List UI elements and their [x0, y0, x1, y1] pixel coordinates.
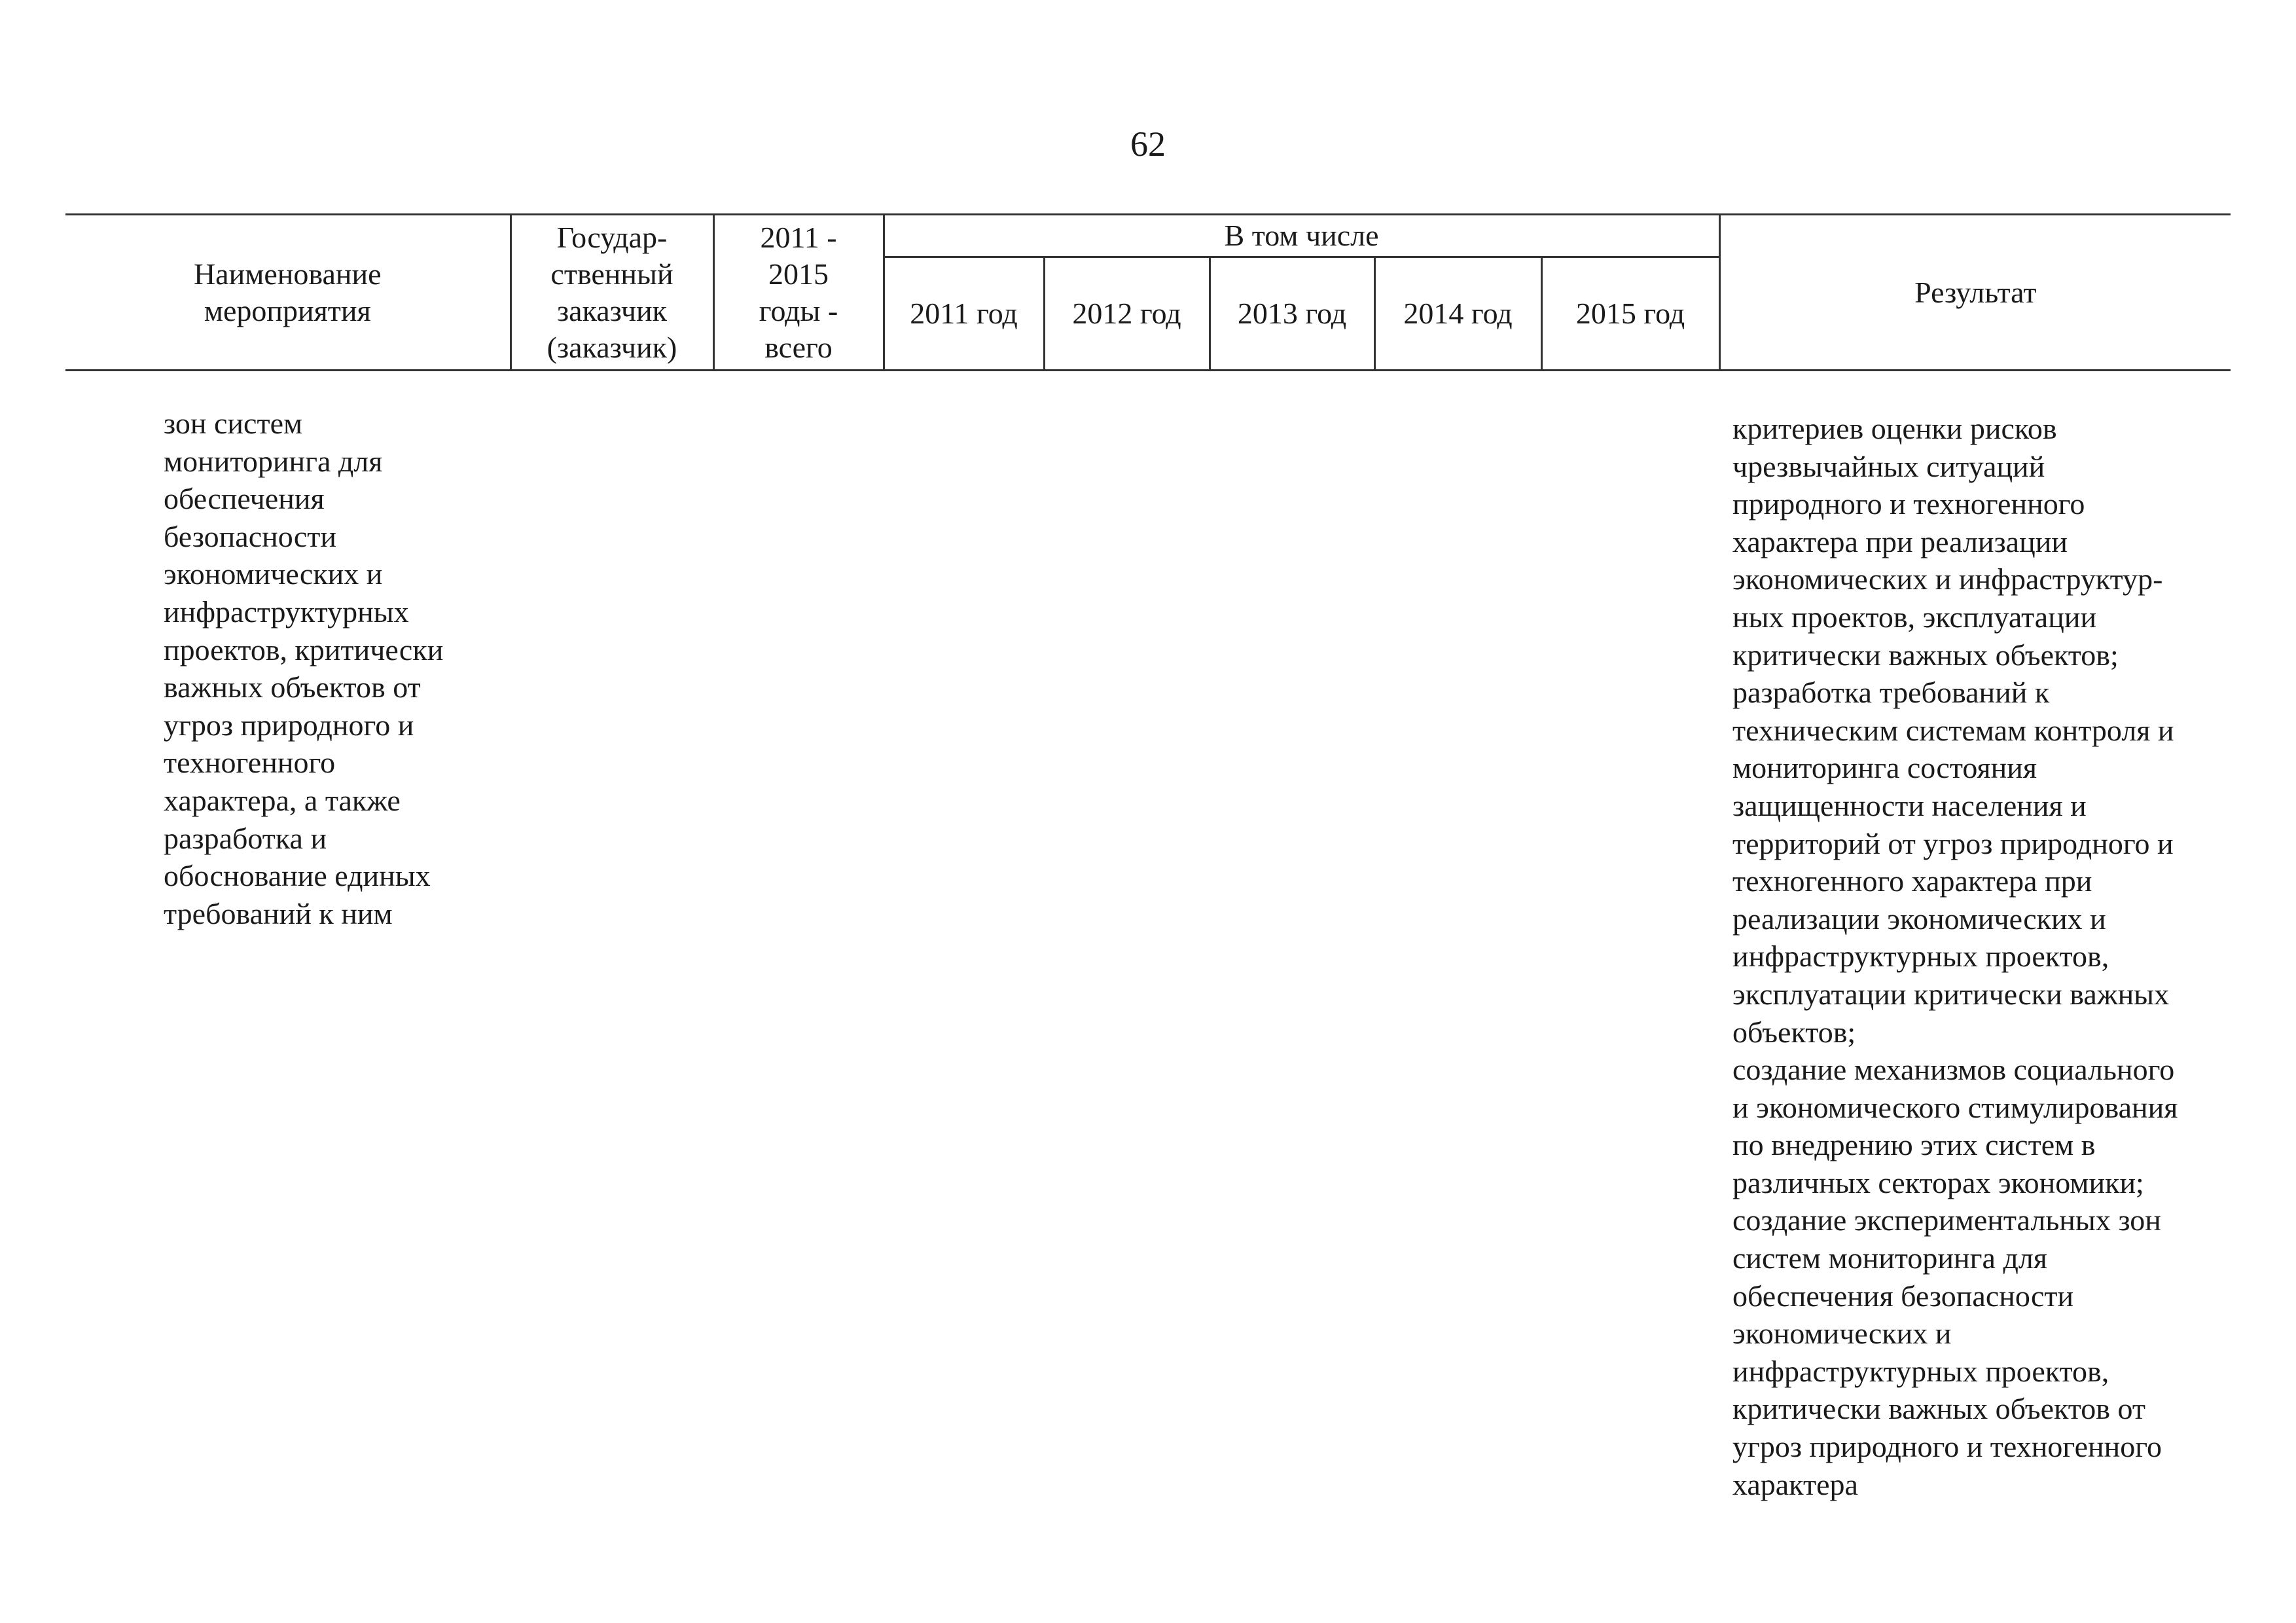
header-total: 2011 - 2015 годы - всего: [713, 215, 884, 371]
header-year-2015: 2015 год: [1541, 257, 1719, 371]
header-name: Наименование мероприятия: [65, 215, 511, 371]
table-header: [65, 213, 2231, 371]
result-text: критериев оценки рисков чрезвычайных ситуаций природного и техногенного характера при реализации экономических и инфраструктур- ных проектов, эксплуатации критически важных объектов; разработка требований к техническим системам контроля и мониторинга состояния защищенности населения и территорий от угроз природного и техногенного характера при реализации экономических и инфраструктурных проектов, эксплуатации критически важных объектов; создание механизмов социального и экономического стимулирования по внедрению этих систем в различных секторах экономики; создание экспериментальных зон систем мониторинга для обеспечения безопасности экономических и инфраструктурных проектов, критически важных объектов от угроз природного и техногенного характера: [1732, 412, 2178, 1501]
header-group-including: В том числе: [884, 215, 1719, 257]
header-result: Результат: [1719, 215, 2231, 371]
header-year-2013: 2013 год: [1210, 257, 1374, 371]
activity-name-text: зон систем мониторинга для обеспечения безопасности экономических и инфраструктурных проектов, критически важных объектов от угроз природного и техногенного характера, а также разработка и обоснование единых требований к ним: [164, 407, 444, 930]
header-customer: Государ- ственный заказчик (заказчик): [511, 215, 713, 371]
header-year-2014: 2014 год: [1374, 257, 1541, 371]
header-year-2011: 2011 год: [884, 257, 1044, 371]
page-number: 62: [1130, 124, 1166, 164]
header-year-2012: 2012 год: [1044, 257, 1210, 371]
